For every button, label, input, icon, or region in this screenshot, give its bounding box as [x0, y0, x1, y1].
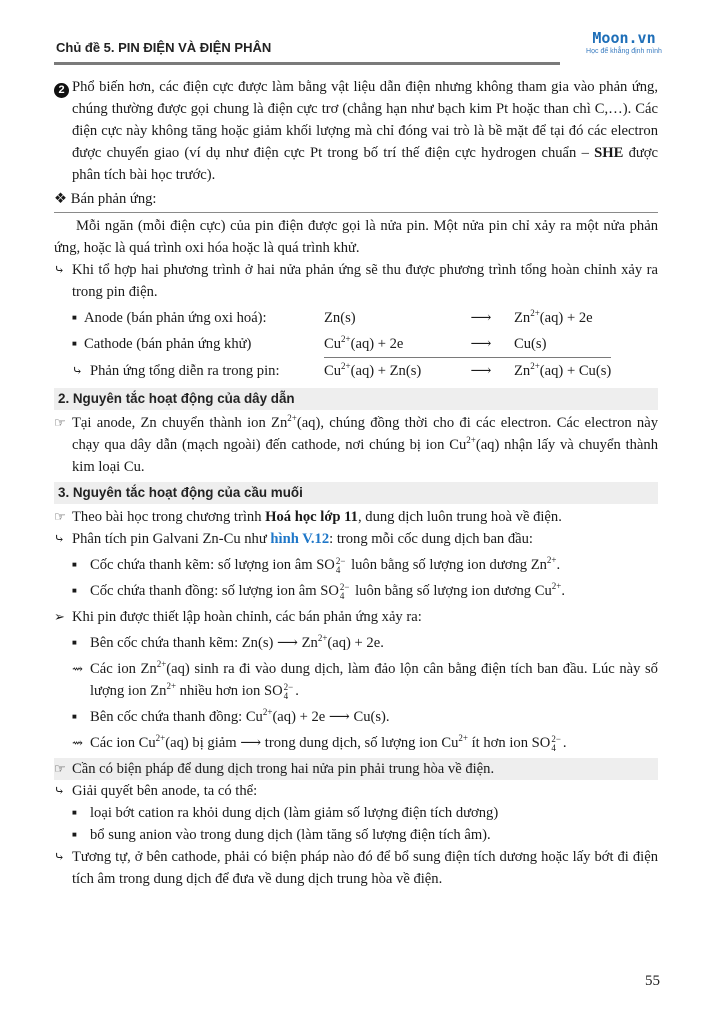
copper-side-result: ⇝ Các ion $Cu^{2+}(aq)$ bị giảm ⟶ trong dung dịch, số lượng ion $Cu^{2+}$ ít hơn ion SO 2− 4 .: [72, 733, 567, 753]
cathode-solution: ⤷ Tương tự, ở bên cathode, phải có biện pháp nào đó để bổ sung điện tích dương hoặc lấy bớt đi điện tích âm trong dung dịch để đưa về dung dịch trung hòa về điện.: [54, 846, 658, 890]
square-bullet-icon: ■: [72, 638, 77, 647]
square-bullet-icon: ■: [72, 830, 77, 839]
turn-arrow-icon: ⤷: [54, 783, 65, 798]
square-bullet-icon: ■: [72, 313, 77, 322]
equation-row-total: ⤷ Phản ứng tổng diễn ra trong pin: $Cu^{2+}(aq) + Zn(s)$ ⟶ $Zn^{2+}(aq) + Cu(s)$: [54, 358, 611, 385]
hand-pointing-icon: ☞: [54, 415, 66, 430]
square-bullet-icon: ■: [72, 560, 77, 569]
zinc-cup-item: ■ Cốc chứa thanh kẽm: số lượng ion âm SO 2− 4 luôn bằng số lượng ion dương $Zn^{2+}$.: [72, 555, 561, 575]
header-rule: [54, 62, 560, 65]
moon-logo[interactable]: [574, 30, 674, 56]
logo-tagline: Học để khẳng định mình: [586, 48, 662, 55]
zinc-side-reaction: ■ Bên cốc chứa thanh kẽm: Zn(s) ⟶ $Zn^{2+}(aq) + 2e$.: [54, 632, 658, 654]
point-2-paragraph: 2 Phổ biến hơn, các điện cực được làm bằng vật liệu dẫn điện nhưng không tham gia vào phản ứng, chúng thường được gọi chung là điện cực trơ (chẳng hạn như bạch kim Pt hoặc than chì C,…). Các điện cực này không tăng hoặc giảm khối lượng mà chỉ đóng vai trò là bề mặt để tại đó các electron được chuyển giao (ví dụ như điện cực Pt trong bố trí thế điện cực hydrogen chuẩn – SHE được phân tích bài học trước).: [54, 76, 658, 186]
hand-pointing-icon: ☞: [54, 761, 66, 776]
neutral-solution-note: ☞ Theo bài học trong chương trình Hoá học lớp 11, dung dịch luôn trung hoà về điện.: [54, 506, 658, 528]
sulfate-ion-index: 2− 4: [283, 682, 294, 701]
copper-side-reaction: ■ Bên cốc chứa thanh đồng: $Cu^{2+}(aq) + 2e$ ⟶ Cu(s).: [54, 706, 658, 728]
square-bullet-icon: ■: [72, 586, 77, 595]
section-2-paragraph: ☞ Tại anode, Zn chuyển thành ion $Zn^{2+}(aq)$, chúng đồng thời cho đi các electron. Các electron này chạy qua dây dẫn (mạch ngoài) đến cathode, nơi chúng bị ion $Cu^{2+}(aq)$ nhận lấy và chuyển thành kim loại Cu.: [54, 413, 659, 475]
neutralize-need-note: ☞ Cần có biện pháp để dung dịch trong hai nửa pin phải trung hòa về điện.: [54, 758, 658, 780]
figure-v12-link[interactable]: hình V.12: [270, 531, 330, 547]
turn-arrow-icon: ⤷: [54, 531, 65, 546]
hand-pointing-icon: ☞: [54, 509, 66, 524]
section-2-heading: 2. Nguyên tắc hoạt động của dây dẫn: [54, 388, 658, 410]
complete-cell-note: ➢ Khi pin được thiết lập hoàn chỉnh, các bán phản ứng xảy ra:: [54, 606, 658, 628]
turn-arrow-icon: ⤷: [54, 849, 65, 864]
arrow-icon: ⟶: [448, 358, 514, 385]
arrow-icon: ⟶: [470, 336, 492, 352]
anode-option-item: ■ bổ sung anion vào trong dung dịch (làm tăng số lượng điện tích âm).: [54, 824, 658, 846]
anode-option-item: ■ loại bớt cation ra khỏi dung dịch (làm giảm số lượng điện tích dương): [54, 802, 658, 824]
arrow-icon: ⟶: [240, 735, 262, 751]
squiggle-arrow-icon: ⇝: [72, 735, 83, 750]
square-bullet-icon: ■: [72, 808, 77, 817]
square-bullet-icon: ■: [72, 339, 77, 348]
square-bullet-icon: ■: [72, 712, 77, 721]
galvani-analysis: ⤷ Phân tích pin Galvani Zn-Cu như hình V.12: trong mỗi cốc dung dịch ban đầu:: [54, 528, 658, 550]
triangle-arrow-icon: ➢: [54, 609, 65, 624]
equation-row-anode: ■ Anode (bán phản ứng oxi hoá): Zn(s) ⟶ $Zn^{2+}(aq) + 2e$: [54, 305, 611, 331]
combine-note: ⤷ Khi tổ hợp hai phương trình ở hai nửa phản ứng sẽ thu được phương trình tổng hoàn chỉnh xảy ra trong pin điện.: [54, 259, 658, 303]
page-number: 55: [645, 973, 660, 989]
half-reaction-heading: ❖ Bán phản ứng:: [54, 188, 658, 213]
number-2-badge-icon: 2: [54, 83, 69, 98]
equation-row-cathode: ■ Cathode (bán phản ứng khử) $Cu^{2+}(aq) + 2e$ ⟶ Cu(s): [54, 331, 611, 358]
arrow-icon: ⟶: [277, 635, 298, 651]
anode-solution: ⤷ Giải quyết bên anode, ta có thể:: [54, 780, 658, 802]
zinc-side-result: ⇝ Các ion $Zn^{2+}(aq)$ sinh ra đi vào dung dịch, làm đảo lộn cân bằng điện tích ban đầu. Lúc này số lượng ion $Zn^{2+}$ nhiều hơn ion SO 2− 4 .: [72, 659, 658, 701]
diamond-icon: ❖: [54, 191, 68, 207]
turn-arrow-icon: ⤷: [72, 362, 83, 378]
arrow-icon: ⟶: [328, 709, 350, 725]
half-reaction-intro: Mỗi ngăn (mỗi điện cực) của pin điện được gọi là nửa pin. Một nửa pin chỉ xảy ra một nửa phản ứng, hoặc là quá trình oxi hóa hoặc là quá trình khử.: [54, 218, 658, 256]
page-content: [54, 76, 658, 890]
chapter-title: Chủ đề 5. PIN ĐIỆN VÀ ĐIỆN PHÂN: [56, 40, 272, 55]
section-3-heading: 3. Nguyên tắc hoạt động của cầu muối: [54, 482, 658, 504]
arrow-icon: ⟶: [470, 310, 492, 326]
sulfate-ion-index: 2− 4: [335, 556, 346, 575]
half-reaction-table: [54, 305, 611, 384]
squiggle-arrow-icon: ⇝: [72, 661, 83, 676]
sulfate-ion-index: 2− 4: [551, 734, 561, 753]
logo-main-text: Moon.vn: [592, 29, 656, 47]
she-term: SHE: [594, 145, 624, 161]
page-header: [54, 28, 674, 68]
copper-cup-item: ■ Cốc chứa thanh đồng: số lượng ion âm SO 2− 4 luôn bằng số lượng ion dương $Cu^{2+}$.: [72, 581, 566, 601]
turn-arrow-icon: ⤷: [54, 262, 65, 277]
sulfate-ion-index: 2− 4: [339, 582, 350, 601]
